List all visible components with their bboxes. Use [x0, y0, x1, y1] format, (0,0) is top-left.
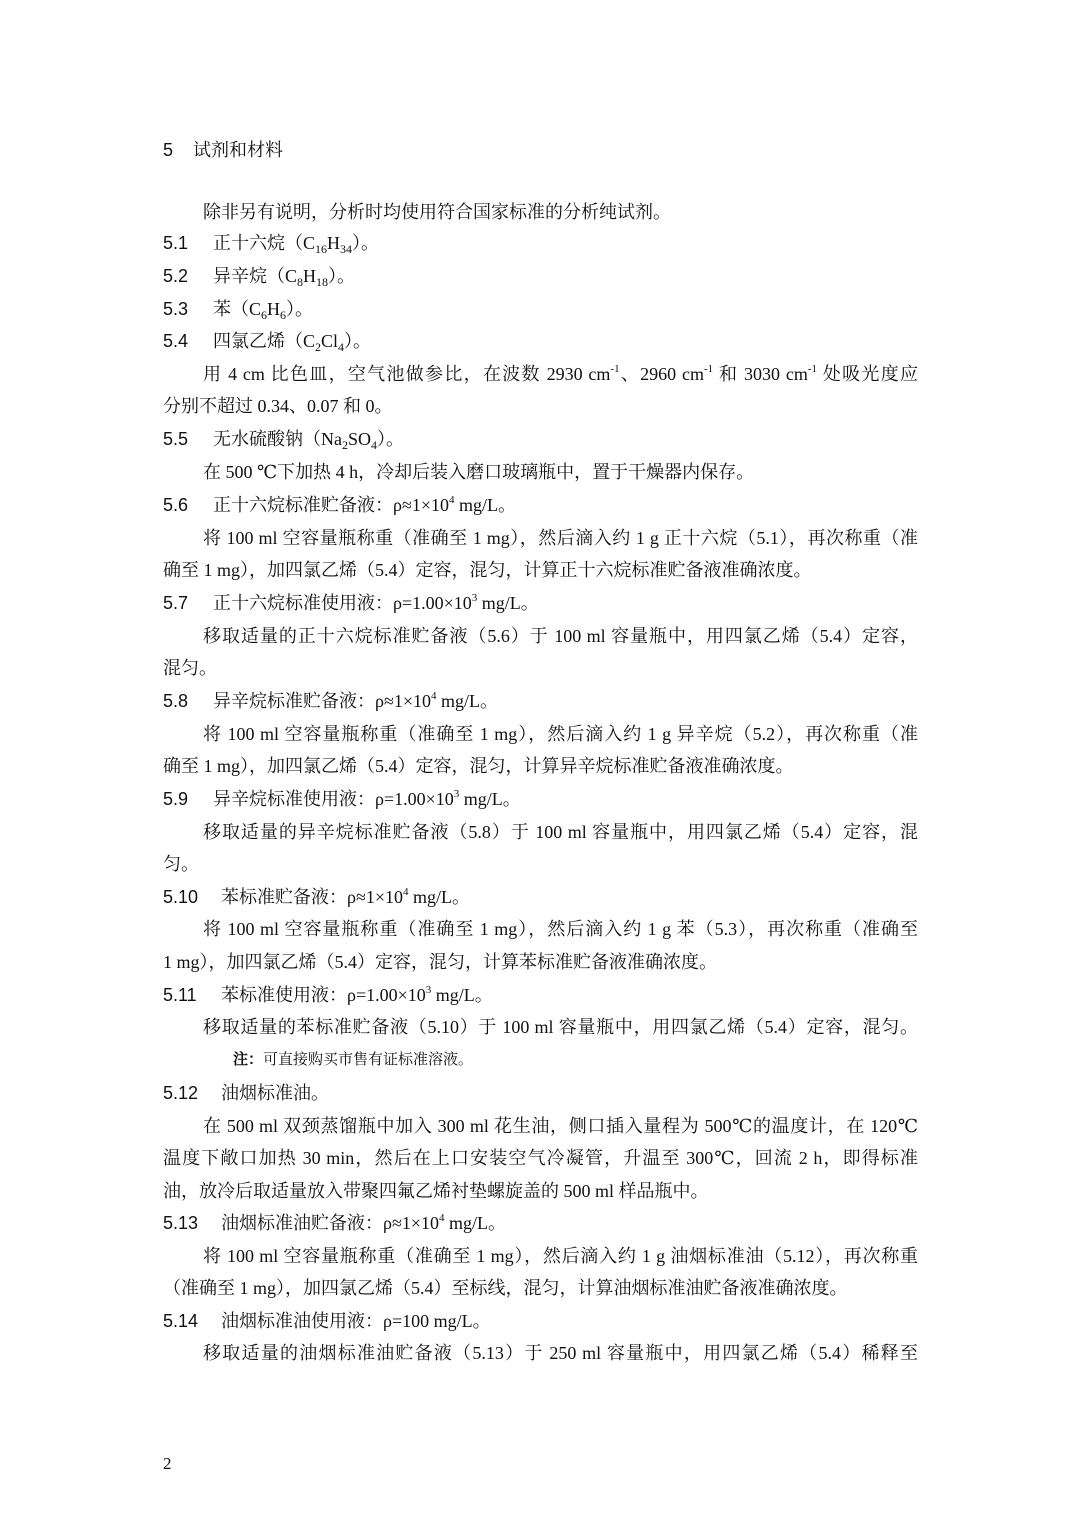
text-run: 正十六烷（C — [213, 233, 316, 253]
clause-heading — [163, 263, 918, 289]
text-run: mg/L。 — [408, 887, 471, 907]
text-run: 确至 1 mg），加四氯乙烯（5.4）定容，混匀，计算异辛烷标准贮备液准确浓度。 — [163, 756, 794, 776]
paragraph-line — [203, 361, 918, 387]
text-run: 异辛烷（C — [213, 266, 298, 286]
subscript: 2 — [315, 340, 322, 354]
subscript: 8 — [297, 275, 304, 289]
paragraph-line — [163, 753, 918, 779]
text-run: ）。 — [286, 299, 314, 319]
paragraph-line — [203, 819, 918, 845]
clause-number: 5.9 — [163, 789, 189, 809]
clause-number: 5.7 — [163, 593, 189, 613]
text-run: （准确至 1 mg），加四氯乙烯（5.4）至标线，混匀，计算油烟标准油贮备液准确浓度。 — [163, 1278, 848, 1298]
clause-heading — [163, 492, 918, 518]
text-run: 四氯乙烯（C — [213, 331, 316, 351]
section-number: 5 — [163, 140, 174, 160]
text-run: mg/L。 — [477, 593, 539, 613]
section-title: 试剂和材料 — [193, 140, 283, 160]
text-run: 将 100 ml 空容量瓶称重（准确至 1 mg），然后滴入约 1 g 油烟标准油（5.12），再次称重 — [203, 1246, 918, 1266]
text-run: 苯标准贮备液：ρ≈1×10 — [221, 887, 404, 907]
paragraph-line — [203, 721, 918, 747]
clause-number: 5.3 — [163, 299, 189, 319]
subscript: 2 — [342, 438, 348, 452]
text-run: 可直接购买市售有证标准溶液。 — [263, 1052, 474, 1068]
clause-number: 5.2 — [163, 266, 189, 286]
clause-number: 5.11 — [163, 985, 197, 1005]
text-run: 注： — [233, 1052, 264, 1068]
text-run: mg/L。 — [431, 985, 493, 1005]
subscript: 18 — [316, 275, 329, 289]
superscript: 3 — [471, 592, 478, 604]
superscript: -1 — [703, 363, 714, 375]
text-run: 在 500 ml 双颈蒸馏瓶中加入 300 ml 花生油，侧口插入量程为 500℃的温度计，在 120℃ — [203, 1116, 918, 1136]
text-run: 无水硫酸钠（Na — [213, 429, 342, 449]
note-line — [233, 1047, 988, 1073]
clause-number: 5.8 — [163, 691, 189, 711]
paragraph-line — [163, 393, 918, 419]
page-number: 2 — [163, 1454, 172, 1473]
clause-heading — [163, 328, 918, 354]
text-run: mg/L。 — [444, 1213, 507, 1233]
text-run: 移取适量的苯标准贮备液（5.10）于 100 ml 容量瓶中，用四氯乙烯（5.4）定容，混匀。 — [203, 1017, 918, 1037]
text-run: ）。 — [344, 331, 372, 351]
text-run: 确至 1 mg），加四氯乙烯（5.4）定容，混匀，计算正十六烷标准贮备液准确浓度。 — [163, 560, 812, 580]
text-run: 油烟标准油使用液：ρ=100 mg/L。 — [221, 1311, 491, 1331]
subscript: 4 — [338, 340, 345, 354]
text-run: Cl — [321, 331, 339, 351]
text-run: 和 3030 cm — [713, 364, 808, 384]
text-run: 油，放冷后取适量放入带聚四氟乙烯衬垫螺旋盖的 500 ml 样品瓶中。 — [163, 1181, 709, 1201]
subscript: 16 — [315, 242, 328, 256]
paragraph-line — [203, 459, 918, 485]
text-run: ）。 — [352, 233, 380, 253]
text-run: 移取适量的正十六烷标准贮备液（5.6）于 100 ml 容量瓶中，用四氯乙烯（5.4）定容， — [203, 626, 918, 646]
text-run: H — [267, 299, 281, 319]
text-run: 异辛烷标准贮备液：ρ≈1×10 — [213, 691, 432, 711]
text-run: 将 100 ml 空容量瓶称重（准确至 1 mg），然后滴入约 1 g 正十六烷（5.1），再次称重（准 — [203, 528, 918, 548]
superscript: 4 — [449, 494, 455, 506]
text-run: 处吸光度应 — [817, 364, 918, 384]
text-run: 正十六烷标准使用液：ρ=1.00×10 — [213, 593, 472, 613]
clause-number: 5.14 — [163, 1311, 199, 1331]
text-run: 油烟标准油。 — [221, 1083, 329, 1103]
text-run: SO — [348, 429, 372, 449]
text-run: 正十六烷标准贮备液：ρ≈1×10 — [213, 495, 450, 515]
text-run: 分别不超过 0.34、0.07 和 0。 — [163, 396, 393, 416]
text-run: 苯（C — [213, 299, 262, 319]
text-run: 移取适量的油烟标准油贮备液（5.13）于 250 ml 容量瓶中，用四氯乙烯（5.4）稀释至 — [203, 1343, 918, 1363]
paragraph-line — [203, 623, 918, 649]
clause-heading — [163, 1080, 918, 1106]
text-run: 、2960 cm — [619, 364, 704, 384]
paragraph-line — [203, 525, 918, 551]
clause-number: 5.10 — [163, 887, 199, 907]
paragraph-line — [203, 199, 918, 225]
clause-heading — [163, 884, 918, 910]
clause-heading — [163, 1210, 918, 1236]
subscript: 6 — [280, 308, 287, 322]
clause-heading — [163, 982, 918, 1008]
text-run: 除非另有说明，分析时均使用符合国家标准的分析纯试剂。 — [203, 202, 671, 222]
text-run: 将 100 ml 空容量瓶称重（准确至 1 mg），然后滴入约 1 g 苯（5.3），再次称重（准确至 — [203, 919, 918, 939]
clause-heading — [163, 296, 918, 322]
text-run: 用 4 cm 比色皿，空气池做参比，在波数 2930 cm — [203, 364, 611, 384]
clause-heading — [163, 786, 918, 812]
paragraph-line — [163, 1178, 918, 1204]
clause-heading — [163, 426, 918, 452]
paragraph-line — [163, 557, 918, 583]
text-run: 混匀。 — [163, 658, 217, 678]
superscript: 4 — [403, 886, 409, 898]
text-run: H — [303, 266, 317, 286]
subscript: 4 — [371, 438, 378, 452]
section-heading — [163, 137, 918, 163]
superscript: 4 — [439, 1212, 445, 1224]
clause-number: 5.1 — [163, 233, 189, 253]
paragraph-line — [203, 1014, 918, 1040]
superscript: 4 — [431, 690, 437, 702]
paragraph-line — [163, 1145, 918, 1171]
text-run: mg/L。 — [459, 789, 521, 809]
text-run: mg/L。 — [436, 691, 499, 711]
text-run: 匀。 — [163, 854, 199, 874]
paragraph-line — [163, 949, 918, 975]
paragraph-line — [203, 1243, 918, 1269]
subscript: 6 — [261, 308, 268, 322]
text-run: 苯标准使用液：ρ=1.00×10 — [221, 985, 426, 1005]
text-run: mg/L。 — [454, 495, 517, 515]
clause-heading — [163, 1308, 918, 1334]
clause-number: 5.13 — [163, 1213, 199, 1233]
paragraph-line — [203, 1340, 918, 1366]
paragraph-line — [203, 916, 918, 942]
text-run: ）。 — [377, 429, 405, 449]
paragraph-line — [203, 1113, 918, 1139]
text-run: 油烟标准油贮备液：ρ≈1×10 — [221, 1213, 440, 1233]
text-run: 异辛烷标准使用液：ρ=1.00×10 — [213, 789, 454, 809]
superscript: 3 — [425, 984, 432, 996]
text-run: 1 mg），加四氯乙烯（5.4）定容，混匀，计算苯标准贮备液准确浓度。 — [163, 952, 717, 972]
text-run: 在 500 ℃下加热 4 h，冷却后装入磨口玻璃瓶中，置于干燥器内保存。 — [203, 462, 755, 482]
paragraph-line — [163, 851, 918, 877]
text-run: 温度下敞口加热 30 min，然后在上口安装空气冷凝管，升温至 300℃，回流 2 h，即得标准 — [163, 1148, 918, 1168]
superscript: -1 — [610, 363, 620, 375]
text-run: H — [327, 233, 341, 253]
clause-number: 5.5 — [163, 429, 189, 449]
clause-heading — [163, 230, 918, 256]
clause-heading — [163, 688, 918, 714]
paragraph-line — [163, 1275, 918, 1301]
text-run: 移取适量的异辛烷标准贮备液（5.8）于 100 ml 容量瓶中，用四氯乙烯（5.4）定容，混 — [203, 822, 918, 842]
clause-number: 5.12 — [163, 1083, 199, 1103]
superscript: -1 — [807, 363, 818, 375]
paragraph-line — [163, 655, 918, 681]
clause-number: 5.4 — [163, 331, 189, 351]
clause-number: 5.6 — [163, 495, 189, 515]
clause-heading — [163, 590, 918, 616]
subscript: 34 — [340, 242, 353, 256]
text-run: ）。 — [328, 266, 356, 286]
superscript: 3 — [453, 788, 460, 800]
text-run: 将 100 ml 空容量瓶称重（准确至 1 mg），然后滴入约 1 g 异辛烷（5.2），再次称重（准 — [203, 724, 918, 744]
